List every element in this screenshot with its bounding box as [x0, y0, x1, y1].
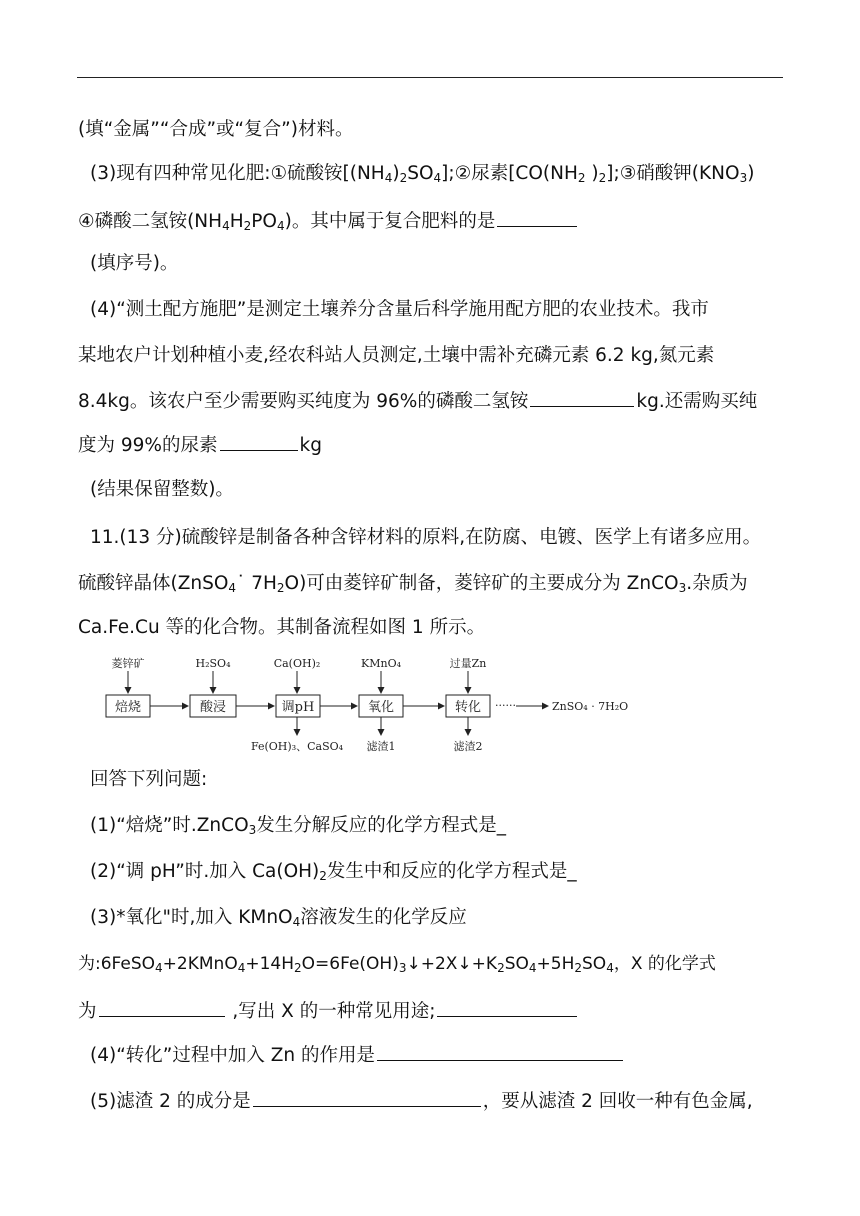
q3-text: ];②尿素[CO(NH	[441, 163, 578, 184]
answer-intro	[90, 768, 207, 792]
sub-q5	[90, 1088, 753, 1114]
sub-q1	[90, 814, 506, 838]
q4-text: 某地农户计划种植小麦,经农科站人员测定,土壤中需补充磷元素 6.2 kg,氮元素	[78, 345, 715, 366]
subscript: 4	[276, 219, 285, 233]
q4-text: kg	[299, 435, 322, 456]
equation-text: ，X 的化学式	[613, 954, 716, 974]
q3-text: (3)现有四种常见化肥:①硫酸铵[(NH	[90, 163, 385, 184]
header-rule	[77, 77, 783, 78]
subscript: 4	[237, 961, 246, 975]
sub-q3-equation	[78, 952, 716, 976]
q11-line-3	[78, 616, 485, 640]
output-label: Fe(OH)₃、CaSO₄	[250, 740, 344, 753]
subscript: 2	[243, 219, 252, 233]
answer-blank-q4b[interactable]	[220, 432, 298, 451]
answer-blank-formula[interactable]	[99, 998, 225, 1017]
q4-text: kg.还需购买纯	[636, 391, 758, 412]
q11-text: 11.(13 分)硫酸锌是制备各种含锌材料的原料,在防腐、电镀、医学上有诸多应用。	[90, 527, 762, 548]
equation-text: SO	[504, 954, 529, 974]
equation-text: +2KMnO	[162, 954, 238, 974]
q3-text: )。其中属于复合肥料的是	[284, 211, 496, 232]
q3-line-1	[90, 162, 754, 186]
q3-text: (填序号)。	[90, 253, 179, 274]
intro-text: 回答下列问题:	[90, 769, 208, 790]
sub-q3-line-1	[90, 906, 467, 930]
subscript: 3	[739, 171, 748, 185]
step-label: 焙烧	[114, 700, 142, 715]
subscript: 4	[155, 961, 163, 975]
answer-blank-residue[interactable]	[253, 1088, 481, 1107]
equation-text: ↓+2X↓+K	[406, 954, 498, 974]
sub-q-text: 溶液发生的化学反应	[300, 907, 467, 928]
q3-text: H	[229, 211, 244, 232]
q4-text: 8.4kg。该农户至少需要购买纯度为 96%的磷酸二氢铵	[78, 391, 529, 412]
q4-text: 度为 99%的尿素	[78, 435, 218, 456]
subscript: 4	[222, 219, 230, 233]
q4-line-3	[78, 388, 757, 414]
subscript: 4	[528, 961, 537, 975]
input-label: KMnO₄	[361, 657, 401, 670]
step-label: 转化	[454, 700, 482, 715]
q4-line-4	[78, 432, 322, 458]
equation-text: +14H	[245, 954, 295, 974]
subscript: 2	[319, 869, 327, 883]
sub-q-text: 发生中和反应的化学方程式是_	[326, 861, 577, 882]
sub-q4	[90, 1042, 625, 1068]
answer-blank-q4a[interactable]	[530, 388, 634, 407]
q3-text: )	[392, 163, 400, 184]
answer-blank-use[interactable]	[437, 998, 577, 1017]
q11-text: ˙ 7H	[236, 573, 277, 594]
q11-text: O)可由菱锌矿制备，菱锌矿的主要成分为 ZnCO	[284, 573, 679, 594]
q11-text: 硫酸锌晶体(ZnSO	[78, 573, 229, 594]
sub-q3-line-3	[78, 998, 579, 1024]
q3-line-3	[90, 252, 178, 276]
q4-text: (结果保留整数)。	[90, 479, 234, 500]
input-label: 过量Zn	[449, 657, 487, 670]
input-label: 菱锌矿	[111, 657, 145, 670]
output-label: 滤渣2	[453, 740, 483, 753]
q4-line-5	[90, 478, 234, 502]
subscript: 3	[678, 581, 687, 595]
subscript: 4	[292, 915, 301, 929]
q11-line-1	[90, 526, 761, 550]
subscript: 4	[606, 961, 614, 975]
input-label: Ca(OH)₂	[273, 657, 321, 670]
sub-q2	[90, 860, 577, 884]
answer-blank-q3[interactable]	[497, 208, 577, 227]
q3-text: ];③硝酸钾(KNO	[606, 163, 740, 184]
input-label: H₂SO₄	[195, 657, 231, 670]
q3-text: )	[747, 163, 755, 184]
equation-text: O=6Fe(OH)	[301, 954, 399, 974]
subscript: 4	[228, 581, 237, 595]
subscript: 2	[598, 171, 607, 185]
q11-line-2	[78, 572, 748, 596]
sub-q-text: (5)滤渣 2 的成分是	[90, 1091, 251, 1112]
subscript: 3	[248, 823, 257, 837]
step-label: 调pH	[281, 700, 315, 715]
subscript: 3	[398, 961, 407, 975]
process-flow-diagram	[100, 655, 680, 760]
q4-text: (4)“测土配方施肥”是测定土壤养分含量后科学施用配方肥的农业技术。我市	[90, 299, 709, 320]
sub-q-text: ,写出 X 的一种常见用途;	[226, 1001, 436, 1022]
q2-tail-text: (填“金属”“合成”或“复合”)材料。	[78, 119, 354, 140]
subscript: 4	[384, 171, 393, 185]
q11-text: Ca.Fe.Cu 等的化合物。其制备流程如图 1 所示。	[78, 617, 486, 638]
q2-tail-line	[78, 118, 353, 142]
subscript: 2	[399, 171, 408, 185]
q11-text: .杂质为	[686, 573, 748, 594]
q4-line-2	[78, 344, 714, 368]
output-label: 滤渣1	[366, 740, 396, 753]
q3-text: PO	[251, 211, 277, 232]
flow-dots: ······	[495, 699, 516, 712]
q3-text: SO	[407, 163, 434, 184]
step-label: 酸浸	[199, 700, 227, 715]
sub-q-text: (1)“焙烧”时.ZnCO	[90, 815, 249, 836]
q4-line-1	[90, 298, 709, 322]
equation-text: +5H	[536, 954, 575, 974]
subscript: 2	[294, 961, 302, 975]
equation-text: SO	[582, 954, 607, 974]
answer-blank-zn-role[interactable]	[377, 1042, 623, 1061]
step-label: 氧化	[367, 700, 395, 715]
sub-q-text: ，要从滤渣 2 回收一种有色金属,	[482, 1091, 753, 1112]
sub-q-text: (3)*氧化"时,加入 KMnO	[90, 907, 293, 928]
sub-q-text: 发生分解反应的化学方程式是_	[256, 815, 507, 836]
subscript: 2	[497, 961, 505, 975]
equation-text: 为:6FeSO	[78, 954, 156, 974]
sub-q-text: (4)“转化”过程中加入 Zn 的作用是	[90, 1045, 376, 1066]
subscript: 2	[276, 581, 285, 595]
q3-text: ④磷酸二氢铵(NH	[78, 211, 223, 232]
subscript: 2	[577, 171, 586, 185]
subscript: 2	[574, 961, 583, 975]
subscript: 4	[433, 171, 442, 185]
q3-line-2	[78, 208, 579, 234]
product-label: ZnSO₄ · 7H₂O	[552, 700, 629, 713]
sub-q-text: (2)“调 pH”时.加入 Ca(OH)	[90, 861, 320, 882]
q3-text: )	[585, 163, 599, 184]
sub-q-text: 为	[78, 1001, 97, 1022]
